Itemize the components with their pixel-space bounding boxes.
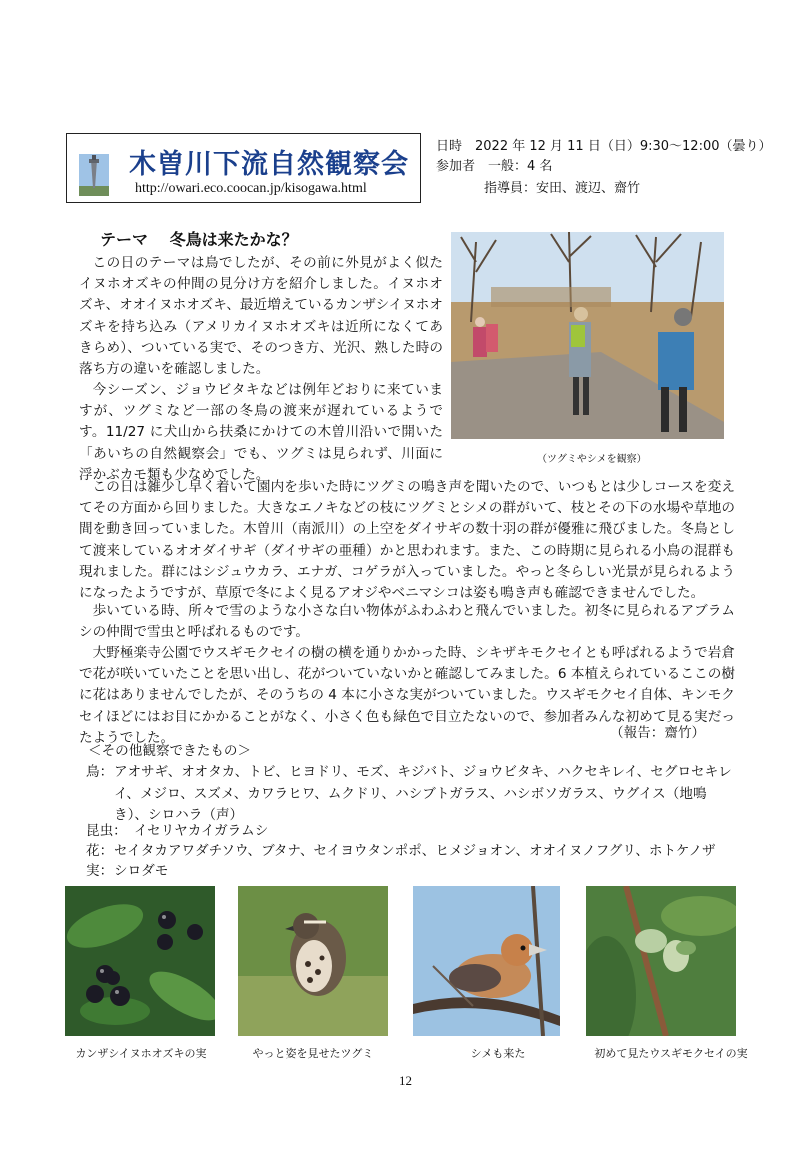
paragraph-5: 大野極楽寺公園でウスギモクセイの樹の横を通りかかった時、シキザキモクセイとも呼ばれるようで岩倉で花が咲いていたことを思い出し、花がついていないかと確認してみました。6 本植えられているここの樹に花はありませんでしたが、そのうちの 4 本に小さな実がついていました。ウスギモクセイ自体、キンモクセイほどにはお目にかかることがなく、小さく色も緑色で目立たないので、参加者みんな初めて見る実だったようでした。 xyxy=(79,645,735,746)
paragraph-4: 歩いている時、所々で雪のような小さな白い物体がふわふわと飛んでいました。初冬に見られるアブラムシの仲間で雪虫と呼ばれるものです。 xyxy=(79,603,735,641)
participants: 参加者 一般：4 名 xyxy=(436,159,553,174)
main-photo-caption: （ツグミやシメを観察） xyxy=(537,454,647,465)
dusky-thrush-photo xyxy=(238,886,388,1036)
fruits-list: シロダモ xyxy=(114,863,169,879)
caption-hawfinch: シメも来た xyxy=(470,1047,526,1060)
osmanthus-fruit-photo xyxy=(586,886,736,1036)
group-observing-photo xyxy=(451,232,724,439)
birds-list: アオサギ、オオタカ、トビ、ヒヨドリ、モズ、キジバト、ジョウビタキ、ハクセキレイ、セグロセキレイ、メジロ、スズメ、カワラヒワ、ムクドリ、ハシブトガラス、ハシボソガラス、ウグイス（地鳴き）、シロハラ（声） xyxy=(114,764,732,823)
title-box xyxy=(66,133,421,203)
site-url: http://owari.eco.coocan.jp/kisogawa.html xyxy=(135,181,367,196)
page-number: 12 xyxy=(399,1073,412,1088)
observation-tower-icon xyxy=(79,154,109,196)
page-title: 木曽川下流自然観察会 xyxy=(129,149,409,180)
insects-label: 昆虫： xyxy=(86,823,127,839)
caption-osmanthus: 初めて見たウスギモクセイの実 xyxy=(594,1047,748,1060)
flowers-list: セイタカアワダチソウ、ブタナ、セイヨウタンポポ、ヒメジョオン、オオイヌノフグリ、ホトケノザ xyxy=(114,843,716,859)
caption-thrush: やっと姿を見せたツグミ xyxy=(252,1047,374,1060)
guides: 指導員：安田、渡辺、齋竹 xyxy=(484,181,641,196)
caption-nightshade: カンザシイヌホオズキの実 xyxy=(75,1047,207,1060)
flowers-label: 花： xyxy=(86,843,114,859)
nightshade-berries-photo xyxy=(65,886,215,1036)
paragraph-2: 今シーズン、ジョウビタキなどは例年どおりに来ていますが、ツグミなど一部の冬鳥の渡来が遅れているようです。11/27 に犬山から扶桑にかけての木曽川沿いで開いた「あいちの自然観察会」でも、ツグミは見られず、川面に浮かぶカモ類も少なめでした。 xyxy=(79,382,443,483)
fruits-label: 実： xyxy=(86,863,114,879)
reporter: （報告：齋竹） xyxy=(610,725,706,741)
paragraph-1: この日のテーマは鳥でしたが、その前に外見がよく似たイヌホオズキの仲間の見分け方を紹介しました。イヌホオズキ、オオイヌホオズキ、最近増えているカンザシイヌホオズキを持ち込み（アメリカイヌホオズキは近所になくてあきらめ）、ついている実で、そのつき方、光沢、熟した時の落ち方の違いを確認しました。 xyxy=(79,255,443,378)
observations-heading: ＜その他観察できたもの＞ xyxy=(88,743,252,759)
insects-list: イセリヤカイガラムシ xyxy=(134,823,269,839)
event-date: 日時 2022 年 12 月 11 日（日）9:30～12:00（曇り） xyxy=(436,139,772,154)
paragraph-3: この日は雑少し早く着いて園内を歩いた時にツグミの鳴き声を聞いたので、いつもとは少しコースを変えてその方面から回りました。大きなエノキなどの枝にツグミとシメの群がいて、枝とその下の水場や草地の間を動き回っていました。木曽川（南派川）の上空をダイサギの数十羽の群が優雅に飛びました。冬鳥として渡来しているオオダイサギ（ダイサギの亜種）かと思われます。また、この時期に見られる小鳥の混群も現れました。群にはシジュウカラ、エナガ、コゲラが入っていました。やっと冬らしい光景が見られるようになったようですが、草原で冬によく見るアオジやベニマシコは姿も鳴き声も確認できませんでした。 xyxy=(79,479,735,602)
theme-heading: テーマ 冬鳥は来たかな？ xyxy=(100,230,298,249)
hawfinch-photo xyxy=(413,886,560,1036)
birds-label: 鳥： xyxy=(86,764,114,780)
